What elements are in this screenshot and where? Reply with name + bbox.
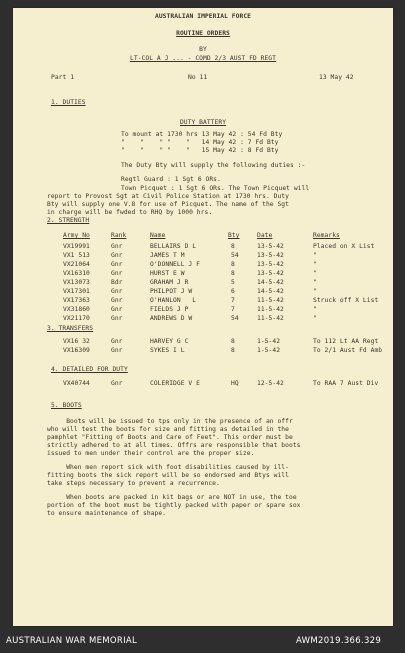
army-no-cell: VX21064 — [63, 261, 90, 268]
section-duties-heading: 1. DUTIES — [51, 99, 86, 106]
army-no-cell: VX16 32 — [63, 338, 90, 345]
mount-line: " " " " " 15 May 42 : 8 Fd Bty — [121, 147, 279, 154]
boots-line: Boots will be issued to tps only in the presence of an offr — [47, 418, 293, 425]
remarks-cell: Placed on X List — [313, 243, 375, 250]
regtl-guard-line: Regtl Guard : 1 Sgt 6 ORs. — [121, 176, 221, 183]
name-cell: BELLAIRS D L — [150, 243, 197, 250]
col-bty: Bty — [228, 232, 240, 239]
duty-battery-heading: DUTY BATTERY — [179, 119, 227, 126]
archive-footer — [0, 627, 405, 653]
name-cell: FIELDS J P — [150, 306, 189, 313]
boots-line: to ensure maintenance of shape. — [47, 510, 167, 517]
remarks-cell: " — [313, 315, 317, 322]
remarks-cell: To RAA 7 Aust Div — [313, 380, 379, 387]
army-no-cell: VX17363 — [63, 297, 90, 304]
rank-cell: Gnr — [111, 380, 123, 387]
bty-cell: 8 — [231, 261, 235, 268]
army-no-cell: VX13073 — [63, 279, 90, 286]
boots-line: fitting boots the sick report will be so endorsed and Btys will — [47, 472, 289, 479]
bty-cell: 8 — [231, 243, 235, 250]
boots-line: When boots are packed in kit bags or are NOT in use, the toe — [47, 494, 297, 501]
rank-cell: Gnr — [111, 306, 123, 313]
date-cell: 13-5-42 — [257, 270, 284, 277]
picquet-line: Town Picquet : 1 Sgt 6 ORs. The Town Picquet will — [121, 185, 310, 192]
name-cell: O'DONNELL J F — [150, 261, 200, 268]
name-cell: HURST E W — [150, 270, 185, 277]
army-no-cell: VX17301 — [63, 288, 90, 295]
section-strength-heading: 2. STRENGTH — [47, 217, 90, 224]
by-line: BY — [199, 46, 207, 53]
boots-line: strictly adhered to at all times. Offrs are responsible that boots — [47, 442, 301, 449]
date-cell: 11-5-42 — [257, 315, 284, 322]
mount-line: " " " " " 14 May 42 : 7 Fd Bty — [121, 139, 279, 146]
order-date: 13 May 42 — [319, 74, 354, 81]
rank-cell: Gnr — [111, 243, 123, 250]
rank-cell: Bdr — [111, 279, 123, 286]
rank-cell: Gnr — [111, 288, 123, 295]
name-cell: SYKES I L — [150, 347, 185, 354]
bty-cell: 6 — [231, 288, 235, 295]
army-no-cell: VX31860 — [63, 306, 90, 313]
bty-cell: 7 — [231, 306, 235, 313]
rank-cell: Gnr — [111, 338, 123, 345]
mount-line: To mount at 1730 hrs 13 May 42 : 54 Fd Bty — [121, 131, 283, 138]
bty-cell: 8 — [231, 338, 235, 345]
remarks-cell: " — [313, 261, 317, 268]
archive-id: AWM2019.366.329 — [296, 636, 382, 646]
date-cell: 11-5-42 — [257, 297, 284, 304]
part-label: Part 1 — [51, 74, 75, 81]
document-page — [13, 8, 393, 626]
army-no-cell: VX40744 — [63, 380, 90, 387]
picquet-line: report to Provost Sgt at Civil Police Station at 1730 hrs. Duty — [47, 193, 289, 200]
remarks-cell: To 112 Lt AA Regt — [313, 338, 379, 345]
col-name: Name — [150, 232, 166, 239]
rank-cell: Gnr — [111, 297, 123, 304]
boots-line: portion of the boot must be tightly packed with paper or spare sox — [47, 502, 301, 509]
rank-cell: Gnr — [111, 261, 123, 268]
archive-source: AUSTRALIAN WAR MEMORIAL — [6, 636, 138, 646]
bty-cell: 54 — [231, 252, 239, 259]
army-no-cell: VX21170 — [63, 315, 90, 322]
col-date: Date — [257, 232, 273, 239]
name-cell: COLERIDGE V E — [150, 380, 200, 387]
date-cell: 14-5-42 — [257, 288, 284, 295]
boots-line: issued to men under their control are the proper size. — [47, 450, 255, 457]
remarks-cell: Struck off X List — [313, 297, 379, 304]
army-no-cell: VX16309 — [63, 347, 90, 354]
bty-cell: 54 — [231, 315, 239, 322]
remarks-cell: " — [313, 252, 317, 259]
army-no-cell: VX19991 — [63, 243, 90, 250]
bty-cell: 5 — [231, 279, 235, 286]
picquet-line: in charge will be fwded to RHQ by 1000 hrs. — [47, 209, 213, 216]
date-cell: 13-5-42 — [257, 243, 284, 250]
col-rank: Rank — [111, 232, 127, 239]
name-cell: HARVEY G C — [150, 338, 189, 345]
date-cell: 13-5-42 — [257, 261, 284, 268]
picquet-line: Bty will supply one V.8 for use of Picquet. The name of the Sgt — [47, 201, 289, 208]
name-cell: ANDREWS D W — [150, 315, 193, 322]
remarks-cell: " — [313, 270, 317, 277]
date-cell: 11-5-42 — [257, 306, 284, 313]
commander-line: LT-COL A J ... - COMD 2/3 AUST FD REGT — [130, 55, 276, 62]
army-no-cell: VX16310 — [63, 270, 90, 277]
boots-line: pamphlet "Fitting of Boots and Care of Feet". This order must be — [47, 434, 293, 441]
date-cell: 1-5-42 — [257, 338, 281, 345]
remarks-cell: " — [313, 279, 317, 286]
col-army-no: Army No — [63, 232, 90, 239]
date-cell: 12-5-42 — [257, 380, 284, 387]
name-cell: PHILPOT J W — [150, 288, 193, 295]
rank-cell: Gnr — [111, 315, 123, 322]
boots-line: who will test the boots for size and fitting as detailed in the — [47, 426, 289, 433]
remarks-cell: " — [313, 288, 317, 295]
name-cell: JAMES T M — [150, 252, 185, 259]
bty-cell: 8 — [231, 347, 235, 354]
order-number: No 11 — [188, 74, 208, 81]
name-cell: O'HANLON L — [150, 297, 197, 304]
section-detailed-heading: 4. DETAILED FOR DUTY — [51, 366, 128, 373]
rank-cell: Gnr — [111, 252, 123, 259]
boots-line: When men report sick with foot disabilities caused by ill- — [47, 464, 289, 471]
army-no-cell: VX1 513 — [63, 252, 90, 259]
bty-cell: HQ — [231, 380, 239, 387]
col-remarks: Remarks — [313, 232, 340, 239]
boots-line: take steps necessary to prevent a recurrence. — [47, 480, 220, 487]
bty-cell: 7 — [231, 297, 235, 304]
remarks-cell: To 2/1 Aust Fd Amb — [313, 347, 383, 354]
date-cell: 13-5-42 — [257, 252, 284, 259]
name-cell: GRAHAM J R — [150, 279, 189, 286]
force-title: AUSTRALIAN IMPERIAL FORCE — [154, 13, 252, 20]
rank-cell: Gnr — [111, 347, 123, 354]
section-boots-heading: 5. BOOTS — [51, 402, 82, 409]
section-transfers-heading: 3. TRANSFERS — [47, 325, 94, 332]
date-cell: 14-5-42 — [257, 279, 284, 286]
rank-cell: Gnr — [111, 270, 123, 277]
date-cell: 1-5-42 — [257, 347, 281, 354]
bty-cell: 8 — [231, 270, 235, 277]
remarks-cell: " — [313, 306, 317, 313]
supply-line: The Duty Bty will supply the following duties :- — [121, 162, 306, 169]
orders-title: ROUTINE ORDERS — [176, 30, 230, 37]
